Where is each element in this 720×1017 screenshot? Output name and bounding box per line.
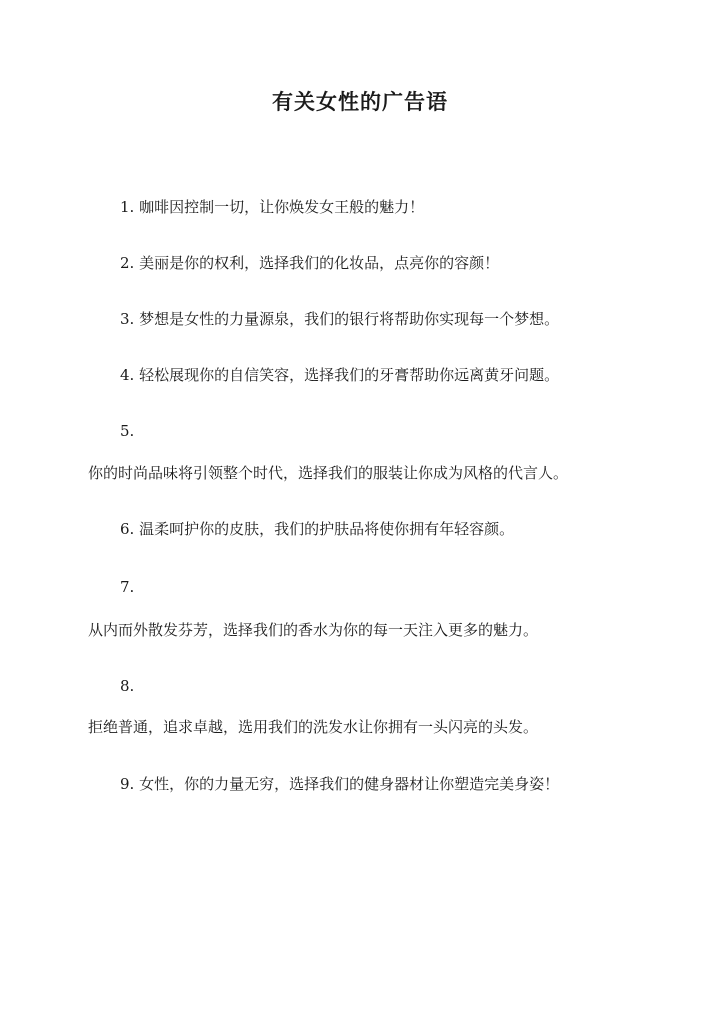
list-item-1 xyxy=(120,196,424,218)
item-number: 1. xyxy=(120,198,135,216)
list-item-2 xyxy=(120,252,499,274)
item-number: 6. xyxy=(120,520,135,538)
item-number: 7. xyxy=(120,578,135,596)
item-text: 女性，你的力量无穷，选择我们的健身器材让你塑造完美身姿！ xyxy=(139,775,560,793)
document-title: 有关女性的广告语 xyxy=(272,89,448,114)
item-text: 温柔呵护你的皮肤，我们的护肤品将使你拥有年轻容颜。 xyxy=(139,520,515,538)
list-item-9 xyxy=(120,773,559,795)
list-item-6 xyxy=(120,518,514,540)
list-item-3 xyxy=(120,308,559,330)
list-item-4 xyxy=(120,364,559,386)
item-text: 从内而外散发芬芳，选择我们的香水为你的每一天注入更多的魅力。 xyxy=(88,621,539,639)
item-number: 3. xyxy=(120,310,135,328)
item-text: 拒绝普通，追求卓越，选用我们的洗发水让你拥有一头闪亮的头发。 xyxy=(88,718,539,736)
item-text: 美丽是你的权利，选择我们的化妆品，点亮你的容颜！ xyxy=(139,254,500,272)
item-text: 咖啡因控制一切，让你焕发女王般的魅力！ xyxy=(139,198,425,216)
item-text: 你的时尚品味将引领整个时代，选择我们的服装让你成为风格的代言人。 xyxy=(88,464,569,482)
item-text: 轻松展现你的自信笑容，选择我们的牙膏帮助你远离黄牙问题。 xyxy=(139,366,560,384)
item-text: 梦想是女性的力量源泉，我们的银行将帮助你实现每一个梦想。 xyxy=(139,310,560,328)
item-number: 4. xyxy=(120,366,135,384)
item-number: 2. xyxy=(120,254,135,272)
item-number: 5. xyxy=(120,422,135,440)
item-number: 8. xyxy=(120,677,135,695)
item-number: 9. xyxy=(120,775,135,793)
